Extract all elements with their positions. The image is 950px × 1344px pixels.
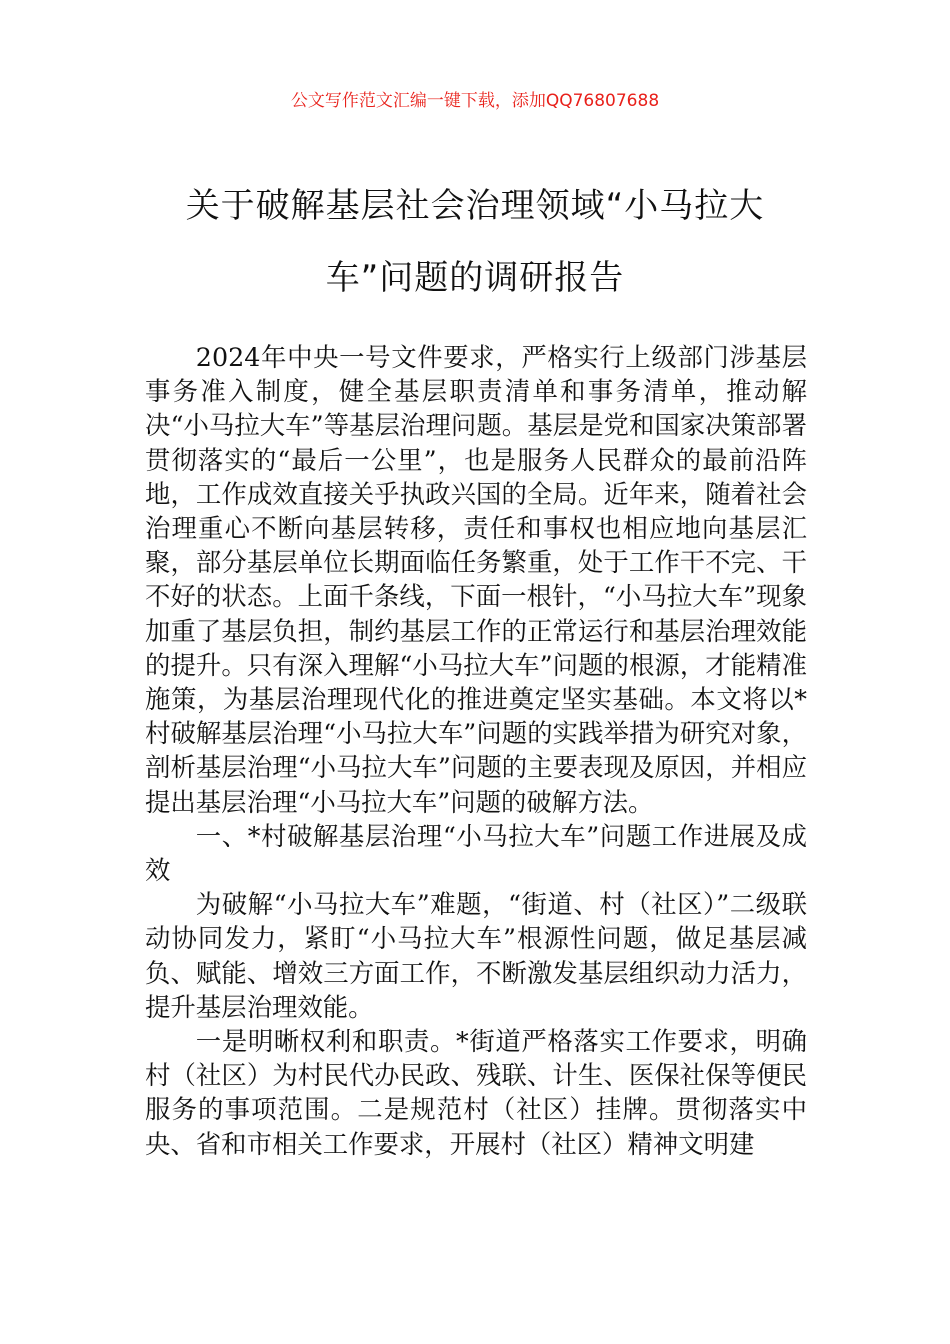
download-banner: 公文写作范文汇编一键下载，添加QQ76807688: [290, 91, 660, 111]
paragraph-intro: 2024年中央一号文件要求，严格实行上级部门涉基层事务准入制度，健全基层职责清单和事务清单，推动解决“小马拉大车”等基层治理问题。基层是党和国家决策部署贯彻落实的“最后一公里”，也是服务人民群众的最前沿阵地，工作成效直接关乎执政兴国的全局。近年来，随着社会治理重心不断向基层转移，责任和事权也相应地向基层汇聚，部分基层单位长期面临任务繁重，处于工作干不完、干不好的状态。上面千条线，下面一根针，“小马拉大车”现象加重了基层负担，制约基层工作的正常运行和基层治理效能的提升。只有深入理解“小马拉大车”问题的根源，才能精准施策，为基层治理现代化的推进奠定坚实基础。本文将以*村破解基层治理“小马拉大车”问题的实践举措为研究对象，剖析基层治理“小马拉大车”问题的主要表现及原因，并相应提出基层治理“小马拉大车”问题的破解方法。: [145, 342, 807, 817]
title-line-2: 车”问题的调研报告: [325, 258, 625, 298]
paragraph-section-1: 为破解“小马拉大车”难题，“街道、村（社区）”二级联动协同发力，紧盯“小马拉大车”根源性问题，做足基层减负、赋能、增效三方面工作，不断激发基层组织动力活力，提升基层治理效能。: [145, 889, 807, 1022]
title-line-1: 关于破解基层社会治理领域“小马拉大: [185, 186, 765, 226]
section-heading-1: 一、*村破解基层治理“小马拉大车”问题工作进展及成效: [145, 820, 807, 886]
document-body: [145, 340, 807, 1161]
paragraph-measures: 一是明晰权利和职责。*街道严格落实工作要求，明确村（社区）为村民代办民政、残联、计生、医保社保等便民服务的事项范围。二是规范村（社区）挂牌。贯彻落实中央、省和市相关工作要求，开展村（社区）精神文明建: [145, 1026, 807, 1159]
